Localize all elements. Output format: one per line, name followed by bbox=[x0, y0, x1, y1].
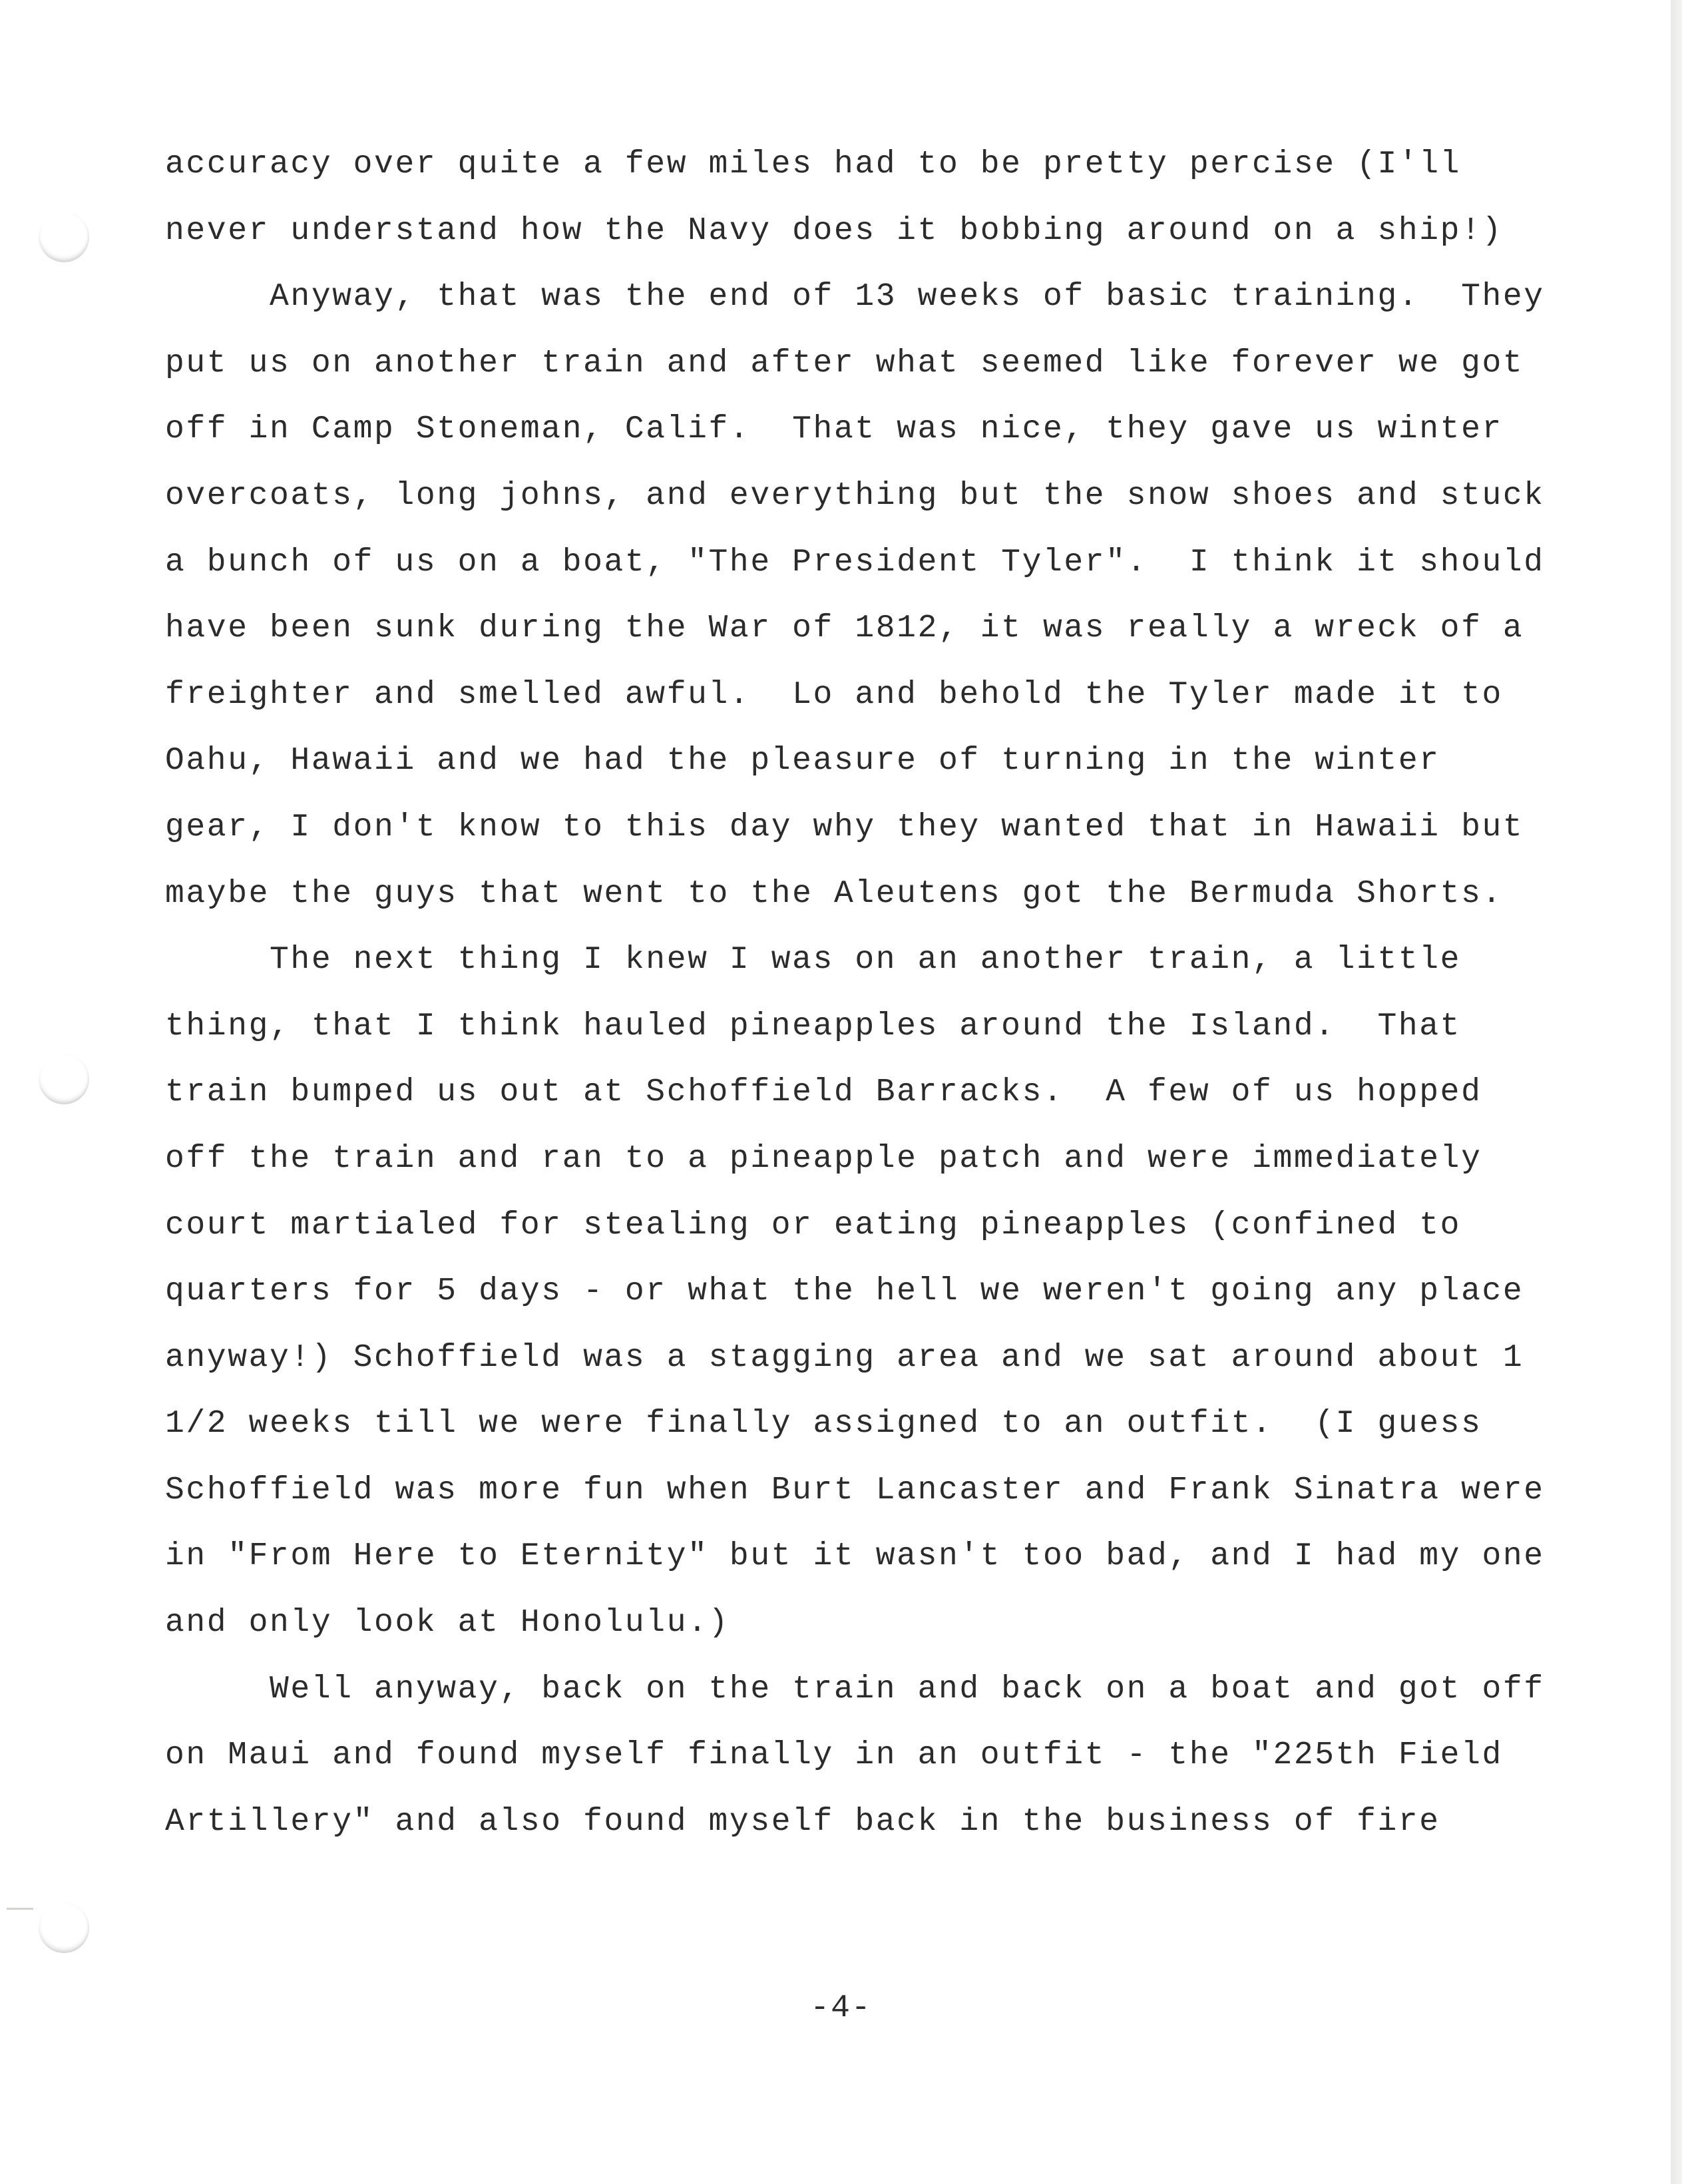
text-line: anyway!) Schoffield was a stagging area and we sat around about 1 bbox=[165, 1339, 1524, 1376]
text-line: Artillery" and also found myself back in the business of fire bbox=[165, 1803, 1440, 1840]
page-number: -4- bbox=[810, 1990, 872, 2026]
text-line: overcoats, long johns, and everything but the snow shoes and stuck bbox=[165, 477, 1545, 514]
text-line: on Maui and found myself finally in an outfit - the "225th Field bbox=[165, 1737, 1503, 1774]
text-line: freighter and smelled awful. Lo and behold the Tyler made it to bbox=[165, 676, 1503, 713]
text-line: Oahu, Hawaii and we had the pleasure of turning in the winter bbox=[165, 743, 1440, 779]
punch-hole-bottom bbox=[39, 1902, 89, 1953]
text-line: court martialed for stealing or eating pineapples (confined to bbox=[165, 1207, 1462, 1243]
text-line: never understand how the Navy does it bobbing around on a ship!) bbox=[165, 212, 1503, 249]
text-line: Well anyway, back on the train and back on a boat and got off bbox=[165, 1671, 1545, 1707]
text-line: have been sunk during the War of 1812, it was really a wreck of a bbox=[165, 610, 1524, 647]
text-line: Schoffield was more fun when Burt Lancaster and Frank Sinatra were bbox=[165, 1472, 1545, 1508]
text-line: Anyway, that was the end of 13 weeks of basic training. They bbox=[165, 279, 1545, 316]
text-line: 1/2 weeks till we were finally assigned to an outfit. (I guess bbox=[165, 1406, 1482, 1442]
text-line: The next thing I knew I was on an another train, a little bbox=[165, 942, 1462, 979]
text-line: and only look at Honolulu.) bbox=[165, 1605, 730, 1641]
text-line: put us on another train and after what seemed like forever we got bbox=[165, 345, 1524, 381]
text-line: off the train and ran to a pineapple patch and were immediately bbox=[165, 1140, 1482, 1177]
text-line: accuracy over quite a few miles had to be pretty percise (I'll bbox=[165, 146, 1462, 182]
text-line: in "From Here to Eternity" but it wasn't too bad, and I had my one bbox=[165, 1538, 1545, 1575]
scan-mark bbox=[7, 1908, 33, 1910]
text-line: thing, that I think hauled pineapples around the Island. That bbox=[165, 1008, 1462, 1044]
text-line: maybe the guys that went to the Aleutens got the Bermuda Shorts. bbox=[165, 875, 1503, 912]
body-text bbox=[165, 132, 1545, 1855]
text-line: train bumped us out at Schoffield Barracks. A few of us hopped bbox=[165, 1074, 1482, 1111]
page-edge-shadow bbox=[1671, 0, 1682, 2184]
text-line: gear, I don't know to this day why they wanted that in Hawaii but bbox=[165, 809, 1524, 845]
text-line: off in Camp Stoneman, Calif. That was nice, they gave us winter bbox=[165, 411, 1503, 448]
text-line: a bunch of us on a boat, "The President Tyler". I think it should bbox=[165, 544, 1545, 580]
punch-hole-middle bbox=[39, 1054, 89, 1104]
punch-hole-top bbox=[39, 212, 89, 262]
text-line: quarters for 5 days - or what the hell we weren't going any place bbox=[165, 1273, 1524, 1310]
